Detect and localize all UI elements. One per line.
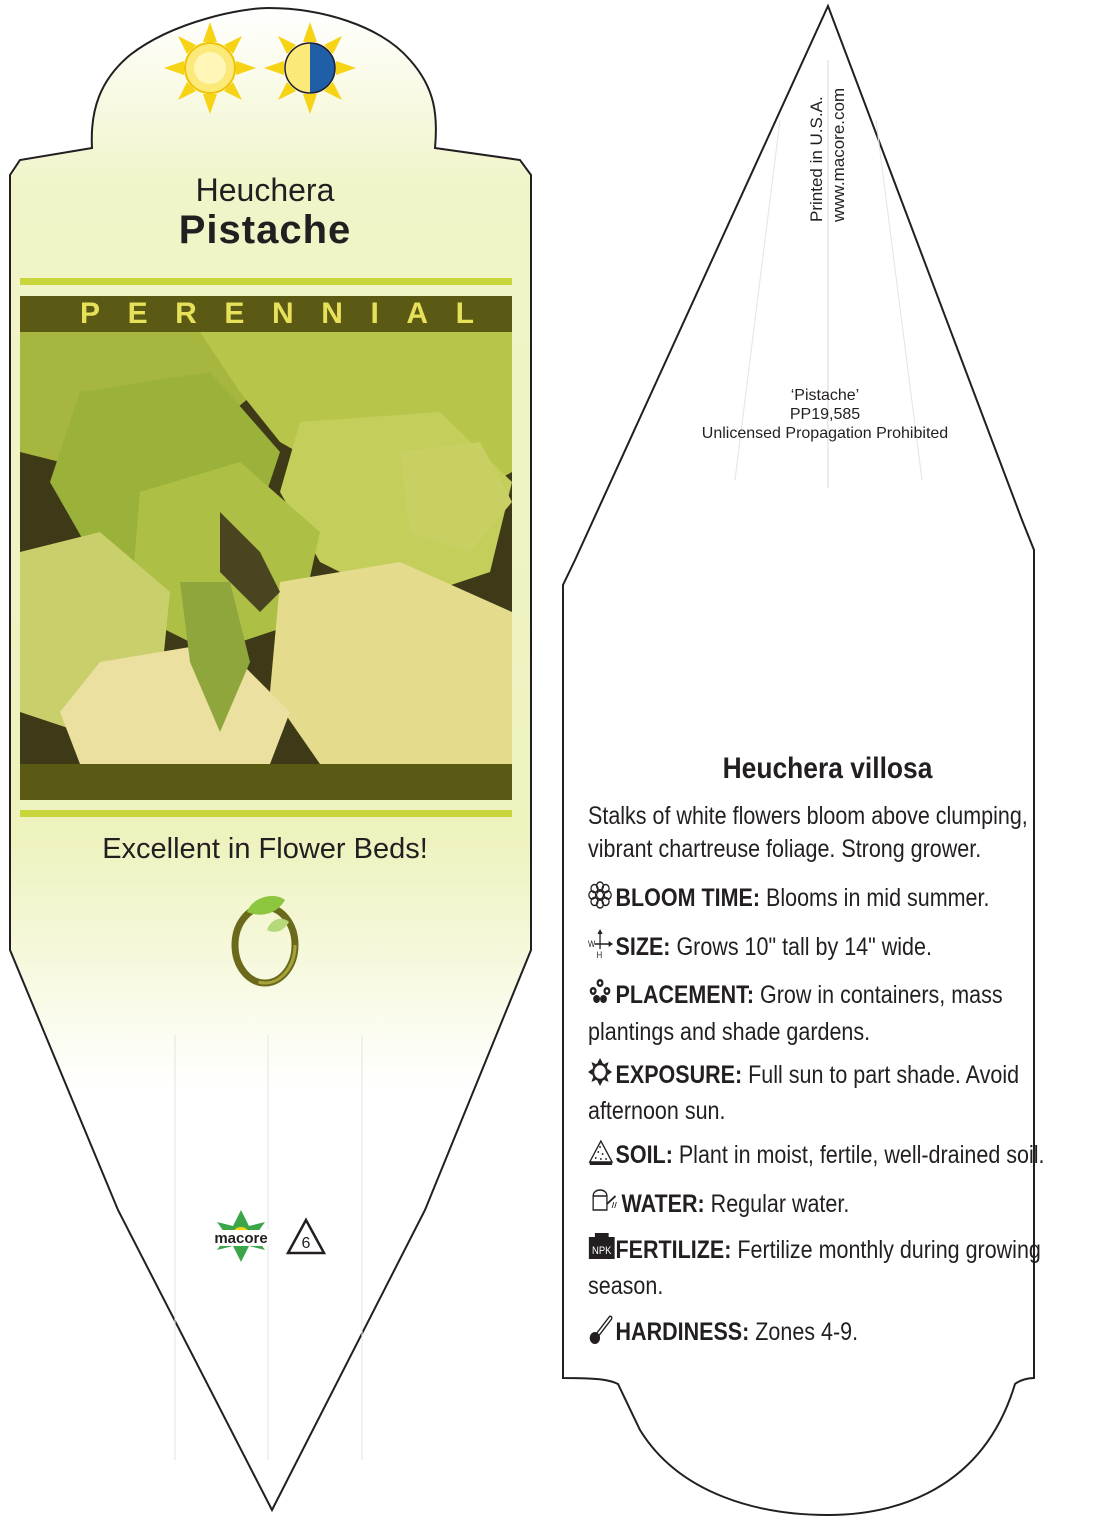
attr-value: Fertilize monthly during growing [737,1236,1041,1265]
attr-fertilize [588,1233,1070,1303]
plant-photo [20,332,512,764]
attr-value: Full sun to part shade. Avoid [748,1061,1020,1090]
description-line: vibrant chartreuse foliage. Strong grower. [588,835,982,863]
size-icon-w: W [588,938,596,950]
attr-size [588,929,1070,968]
category-letter: N [321,297,343,330]
attr-water [588,1186,1070,1225]
attr-continuation: plantings and shade gardens. [588,1018,871,1046]
patent-block [640,386,1010,443]
category-letter: R [175,297,197,330]
patent-number: PP19,585 [789,406,861,423]
brand-name: macore [214,1230,268,1247]
attr-label: BLOOM TIME: [615,884,761,913]
category-letter: A [406,297,429,330]
recycle-number: 6 [301,1235,311,1252]
attr-bloom-time [588,881,1070,918]
size-icon [588,929,616,968]
flower-icon [588,881,616,918]
description [588,800,1070,866]
attr-label: SIZE: [615,933,671,962]
attr-placement [588,977,1070,1049]
attr-label: EXPOSURE: [615,1061,743,1090]
website-text: www.macore.com [829,87,848,222]
plant-cultivar: Pistache [178,208,352,252]
size-icon-h: H [596,949,603,959]
description-line: Stalks of white flowers bloom above clumping, [588,802,1028,830]
recycle-icon [285,1217,327,1259]
plant-genus: Heuchera [195,172,335,208]
npk-text: NPK [592,1245,612,1258]
attr-label: SOIL: [615,1141,673,1170]
category-letter: N [271,297,294,330]
thermometer-icon [588,1314,616,1353]
attr-soil [588,1138,1070,1175]
photo-bottom-band [20,764,512,800]
macore-logo [205,1208,277,1270]
sun-exposure-icons [160,20,360,116]
attr-continuation: afternoon sun. [588,1097,726,1125]
attr-label: FERTILIZE: [615,1236,732,1265]
brand-swirl-logo [225,890,305,990]
attr-value: Blooms in mid summer. [766,884,990,913]
attr-label: WATER: [621,1190,705,1219]
sun-outline-icon [588,1058,616,1095]
attr-hardiness [588,1314,1070,1353]
attr-label: HARDINESS: [615,1318,750,1347]
propagation-notice: Unlicensed Propagation Prohibited [701,425,949,442]
tagline: Excellent in Flower Beds! [102,833,428,865]
soil-icon [588,1138,616,1175]
attr-value: Zones 4-9. [755,1318,859,1347]
printed-in [806,88,850,222]
part-sun-icon [264,22,356,114]
attr-value: Grow in containers, mass [760,981,1003,1010]
printed-text: Printed in U.S.A. [807,96,826,222]
attr-value: Regular water. [710,1190,850,1219]
species-name: Heuchera villosa [722,752,933,785]
attr-exposure [588,1058,1070,1128]
attr-value: Grows 10" tall by 14" wide. [676,933,932,962]
full-sun-icon [164,22,256,114]
cultivar-quoted: ‘Pistache’ [790,387,860,404]
category-letter: I [370,297,379,330]
placement-icon [588,977,616,1016]
category-letter: P [80,297,101,330]
attr-value: Plant in moist, fertile, well-drained soil. [678,1141,1045,1170]
npk-icon [588,1233,616,1270]
category-letter: L [455,297,474,330]
watering-can-icon [588,1186,616,1225]
category-letter: E [127,297,148,330]
category-letter: E [224,297,245,330]
category-banner [20,296,512,332]
attr-continuation: season. [588,1272,664,1300]
attr-label: PLACEMENT: [615,981,755,1010]
